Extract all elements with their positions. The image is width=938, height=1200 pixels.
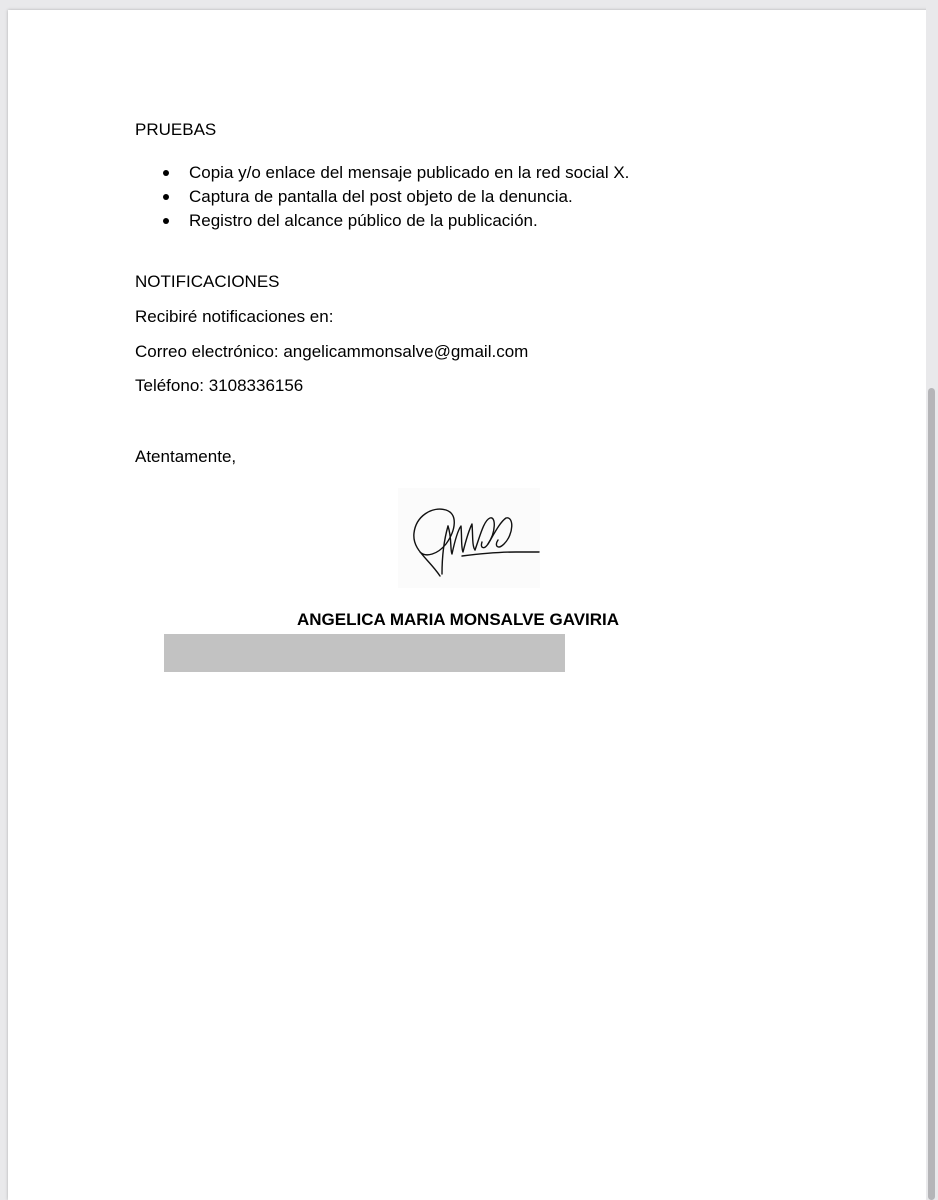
pruebas-item-text: Captura de pantalla del post objeto de la denuncia. [189, 187, 573, 206]
bullet-icon [163, 218, 169, 224]
list-item [163, 163, 629, 187]
pruebas-item-text: Copia y/o enlace del mensaje publicado en la red social X. [189, 163, 630, 182]
pruebas-heading: PRUEBAS [135, 120, 217, 139]
document-page [8, 10, 930, 1200]
scrollbar-thumb[interactable] [928, 388, 935, 1200]
pruebas-item-text: Registro del alcance público de la publicación. [189, 211, 538, 230]
pruebas-list [163, 163, 629, 235]
bullet-icon [163, 194, 169, 200]
list-item [163, 187, 629, 211]
list-item [163, 211, 629, 235]
signature-image [398, 488, 540, 588]
email-line: Correo electrónico: angelicammonsalve@gmail.com [135, 342, 529, 361]
notificaciones-heading: NOTIFICACIONES [135, 272, 280, 291]
phone-line: Teléfono: 3108336156 [135, 376, 304, 395]
signer-name: ANGELICA MARIA MONSALVE GAVIRIA [297, 610, 620, 629]
vertical-scrollbar[interactable] [926, 0, 938, 1200]
closing-text: Atentamente, [135, 447, 237, 466]
bullet-icon [163, 170, 169, 176]
notificaciones-intro: Recibiré notificaciones en: [135, 307, 334, 326]
handwritten-signature [398, 488, 540, 588]
redacted-block [164, 634, 565, 672]
